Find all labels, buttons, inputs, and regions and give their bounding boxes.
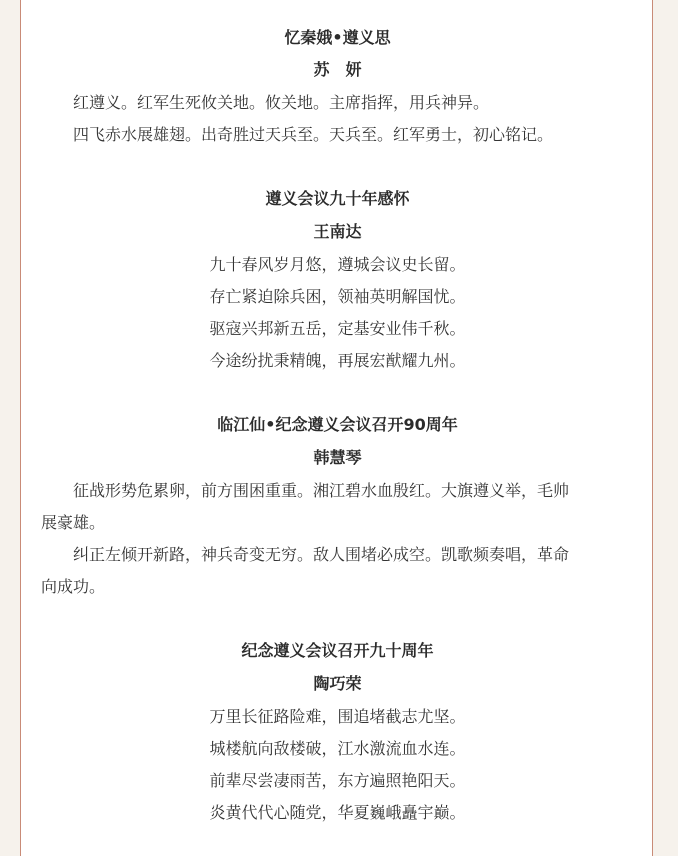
poem-line: 存亡紧迫除兵困，领袖英明解国忧。 xyxy=(209,287,466,306)
poem-line: 纠正左倾开新路，神兵奇变无穷。敌人围堵必成空。凯歌频奏唱，革命 xyxy=(41,545,570,564)
poem-line: 城楼航向敌楼破，江水激流血水连。 xyxy=(209,739,466,758)
poem-line: 展豪雄。 xyxy=(41,513,106,532)
article-page xyxy=(20,0,653,856)
poem-author: 韩慧琴 xyxy=(313,448,362,467)
poem-title: 临江仙•纪念遵义会议召开90周年 xyxy=(217,415,458,434)
poem-line: 前辈尽尝凄雨苦，东方遍照艳阳天。 xyxy=(209,771,466,790)
poem-line: 九十春风岁月悠，遵城会议史长留。 xyxy=(209,255,466,274)
poem-line: 红遵义。红军生死攸关地。攸关地。主席指挥，用兵神异。 xyxy=(41,93,490,112)
poem-line: 征战形势危累卵，前方围困重重。湘江碧水血殷红。大旗遵义举，毛帅 xyxy=(41,481,570,500)
poem-line: 万里长征路险难，围追堵截志尤坚。 xyxy=(209,707,466,726)
poem-title: 忆秦娥•遵义思 xyxy=(284,28,391,47)
poem-line: 四飞赤水展雄翅。出奇胜过天兵至。天兵至。红军勇士，初心铭记。 xyxy=(41,125,554,144)
poem-line: 向成功。 xyxy=(41,577,106,596)
poem-line: 今途纷扰秉精魄，再展宏猷耀九州。 xyxy=(209,351,466,370)
poem-author: 苏 妍 xyxy=(313,60,362,79)
poem-title: 遵义会议九十年感怀 xyxy=(265,189,410,208)
poem-line: 炎黄代代心随党，华夏巍峨矗宇巅。 xyxy=(209,803,466,822)
poem-author: 王南达 xyxy=(313,222,362,241)
poem-line: 驱寇兴邦新五岳，定基安业伟千秋。 xyxy=(209,319,466,338)
poem-author: 陶巧荣 xyxy=(313,674,362,693)
poem-title: 纪念遵义会议召开九十周年 xyxy=(241,641,434,660)
